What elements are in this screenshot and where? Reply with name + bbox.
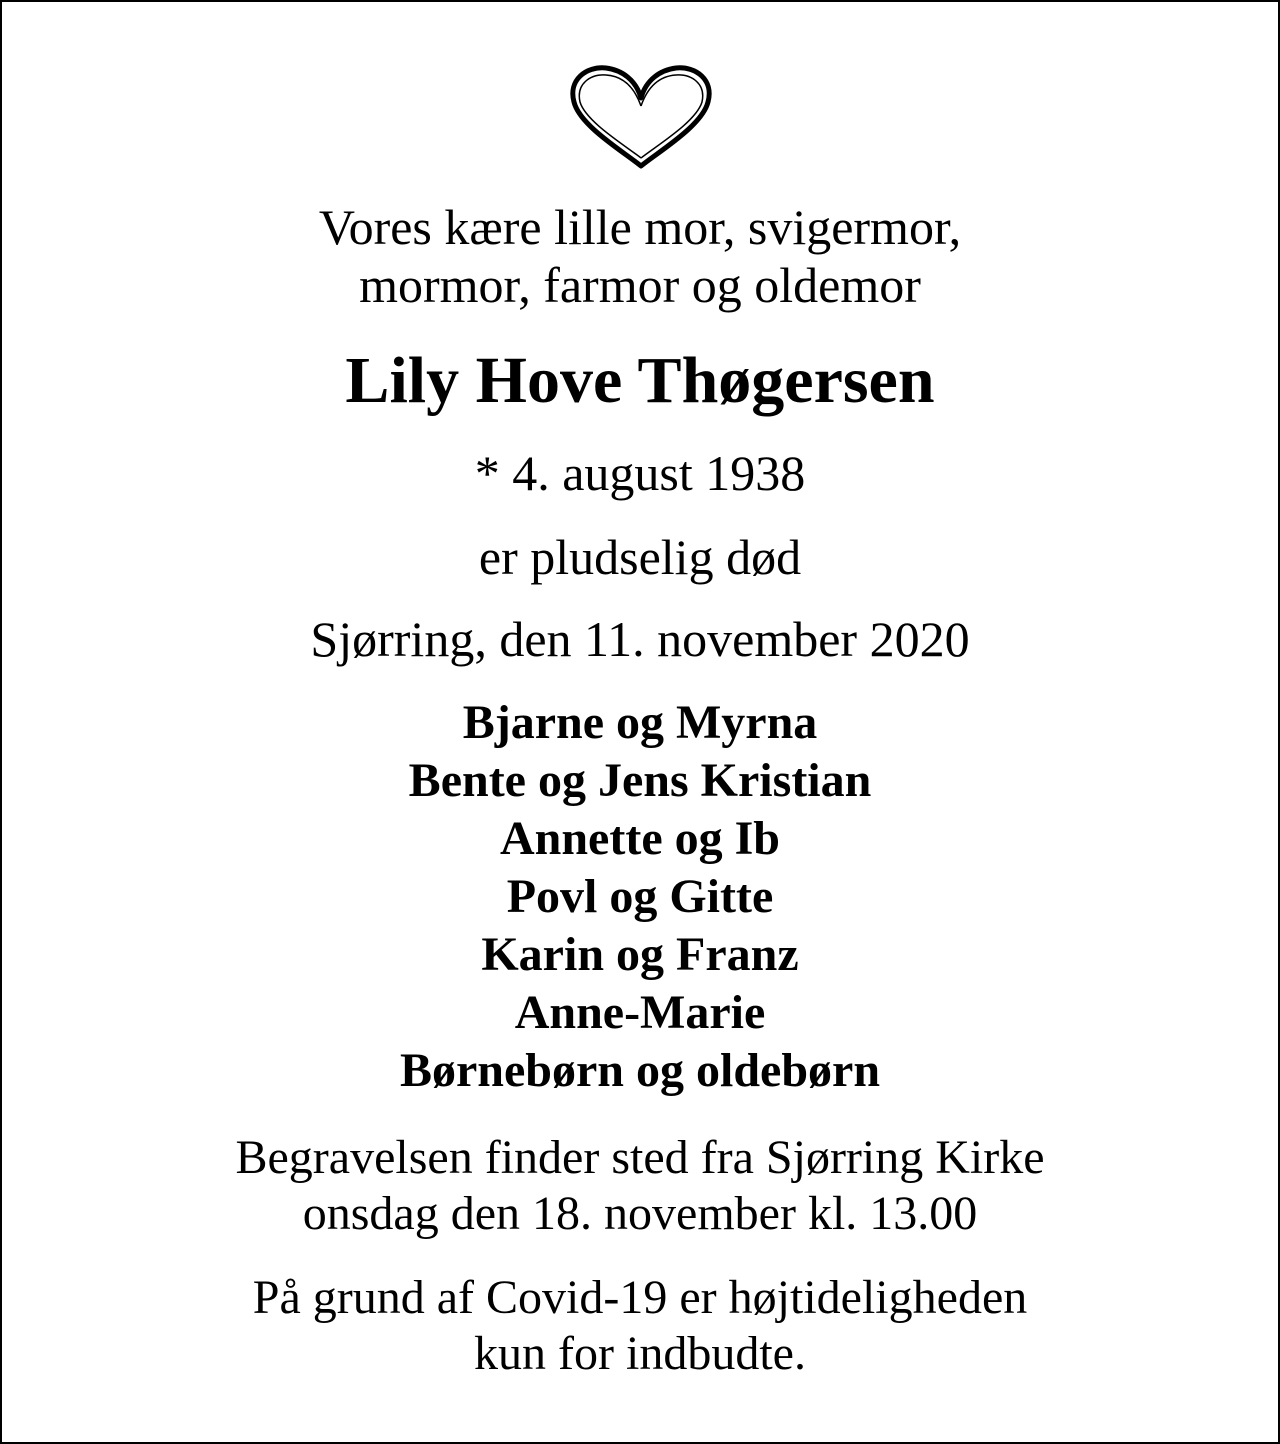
family-member: Anne-Marie: [514, 986, 766, 1039]
family-member: Børnebørn og oldebørn: [399, 1044, 881, 1097]
intro-line: mormor, farmor og oldemor: [359, 257, 921, 313]
heart-icon: [566, 62, 716, 172]
funeral-line: Begravelsen finder sted fra Sjørring Kirke: [235, 1131, 1045, 1184]
funeral-info: [0, 1130, 1280, 1242]
birth-date: * 4. august 1938: [474, 445, 806, 501]
covid-notice: [0, 1270, 1280, 1382]
family-member: Povl og Gitte: [506, 870, 774, 923]
family-list: [0, 694, 1280, 1100]
family-member: Bente og Jens Kristian: [408, 754, 872, 807]
deceased-name: Lily Hove Thøgersen: [345, 344, 935, 417]
notice-line: kun for indbudte.: [474, 1327, 806, 1380]
funeral-line: onsdag den 18. november kl. 13.00: [302, 1187, 978, 1240]
intro-text: [0, 198, 1280, 314]
family-member: Karin og Franz: [481, 928, 799, 981]
place-date: Sjørring, den 11. november 2020: [310, 611, 970, 667]
family-member: Bjarne og Myrna: [462, 696, 818, 749]
notice-line: På grund af Covid-19 er højtideligheden: [252, 1271, 1028, 1324]
family-member: Annette og Ib: [499, 812, 780, 865]
intro-line: Vores kære lille mor, svigermor,: [318, 199, 962, 255]
passing-text: er pludselig død: [478, 529, 802, 585]
